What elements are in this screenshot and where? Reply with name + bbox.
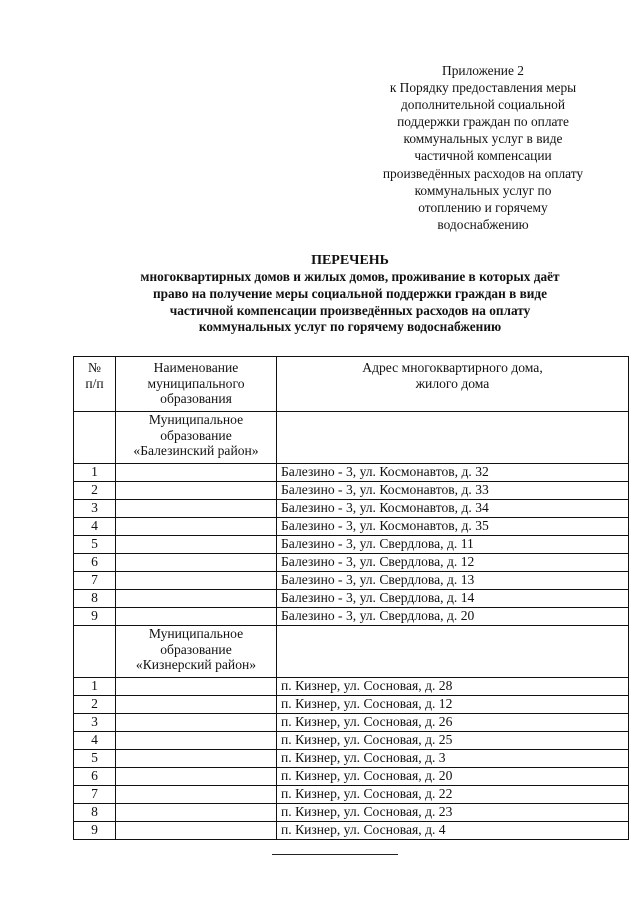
table-header-row <box>74 357 629 412</box>
row-address: Балезино - 3, ул. Свердлова, д. 13 <box>277 572 629 590</box>
row-address: Балезино - 3, ул. Космонавтов, д. 33 <box>277 482 629 500</box>
row-address: Балезино - 3, ул. Свердлова, д. 14 <box>277 590 629 608</box>
group-num-cell <box>74 412 116 464</box>
row-address: Балезино - 3, ул. Свердлова, д. 11 <box>277 536 629 554</box>
row-number: 8 <box>74 590 116 608</box>
table-row <box>74 732 629 750</box>
table-row <box>74 750 629 768</box>
row-municipality-cell <box>116 804 277 822</box>
footer-divider <box>272 854 398 855</box>
row-municipality-cell <box>116 482 277 500</box>
row-number: 2 <box>74 696 116 714</box>
row-municipality-cell <box>116 786 277 804</box>
subtitle-line: право на получение меры социальной поддержки граждан в виде <box>152 285 548 301</box>
row-address: п. Кизнер, ул. Сосновая, д. 22 <box>277 786 629 804</box>
row-address: Балезино - 3, ул. Свердлова, д. 12 <box>277 554 629 572</box>
row-municipality-cell <box>116 822 277 840</box>
table-row <box>74 608 629 626</box>
appendix-line: поддержки граждан по оплате <box>397 114 569 130</box>
row-municipality-cell <box>116 536 277 554</box>
row-municipality-cell <box>116 590 277 608</box>
header-municipality: Наименование муниципального образования <box>116 357 277 412</box>
row-number: 7 <box>74 786 116 804</box>
appendix-line: частичной компенсации <box>414 148 552 164</box>
table-row <box>74 518 629 536</box>
appendix-line: произведённых расходов на оплату <box>382 165 584 181</box>
row-municipality-cell <box>116 464 277 482</box>
row-address: п. Кизнер, ул. Сосновая, д. 4 <box>277 822 629 840</box>
table-row <box>74 482 629 500</box>
row-number: 2 <box>74 482 116 500</box>
row-address: п. Кизнер, ул. Сосновая, д. 12 <box>277 696 629 714</box>
table-row <box>74 536 629 554</box>
row-number: 9 <box>74 822 116 840</box>
table-row <box>74 714 629 732</box>
header-num: № п/п <box>74 357 116 412</box>
table-row <box>74 500 629 518</box>
document-heading <box>60 252 640 336</box>
row-number: 6 <box>74 768 116 786</box>
row-number: 9 <box>74 608 116 626</box>
group-row <box>74 412 629 464</box>
appendix-line: дополнительной социальной <box>400 97 565 113</box>
document-subtitle <box>60 269 640 336</box>
appendix-line: отоплению и горячему <box>418 199 548 215</box>
row-municipality-cell <box>116 750 277 768</box>
appendix-line: водоснабжению <box>437 216 529 232</box>
row-municipality-cell <box>116 714 277 732</box>
row-address: п. Кизнер, ул. Сосновая, д. 23 <box>277 804 629 822</box>
row-number: 4 <box>74 732 116 750</box>
row-number: 1 <box>74 464 116 482</box>
row-address: п. Кизнер, ул. Сосновая, д. 26 <box>277 714 629 732</box>
document-title: ПЕРЕЧЕНЬ <box>311 253 389 268</box>
row-number: 3 <box>74 500 116 518</box>
table-body <box>74 412 629 840</box>
row-number: 3 <box>74 714 116 732</box>
appendix-line: к Порядку предоставления меры <box>389 80 577 96</box>
row-municipality-cell <box>116 608 277 626</box>
row-municipality-cell <box>116 678 277 696</box>
row-municipality-cell <box>116 768 277 786</box>
appendix-line: коммунальных услуг в виде <box>403 131 563 147</box>
row-address: Балезино - 3, ул. Космонавтов, д. 34 <box>277 500 629 518</box>
table-row <box>74 678 629 696</box>
table-row <box>74 786 629 804</box>
row-municipality-cell <box>116 696 277 714</box>
table-row <box>74 572 629 590</box>
row-number: 6 <box>74 554 116 572</box>
row-address: п. Кизнер, ул. Сосновая, д. 20 <box>277 768 629 786</box>
municipality-name: Муниципальное образование «Балезинский район» <box>116 412 277 464</box>
row-address: Балезино - 3, ул. Космонавтов, д. 32 <box>277 464 629 482</box>
appendix-line: Приложение 2 <box>442 63 524 78</box>
row-number: 5 <box>74 536 116 554</box>
row-address: Балезино - 3, ул. Свердлова, д. 20 <box>277 608 629 626</box>
row-number: 1 <box>74 678 116 696</box>
appendix-note <box>355 62 611 233</box>
row-number: 5 <box>74 750 116 768</box>
row-number: 4 <box>74 518 116 536</box>
table-row <box>74 768 629 786</box>
municipality-name: Муниципальное образование «Кизнерский район» <box>116 626 277 678</box>
row-municipality-cell <box>116 554 277 572</box>
subtitle-line: многоквартирных домов и жилых домов, проживание в которых даёт <box>140 269 560 284</box>
row-number: 8 <box>74 804 116 822</box>
group-address-cell <box>277 626 629 678</box>
table-row <box>74 590 629 608</box>
row-number: 7 <box>74 572 116 590</box>
row-address: п. Кизнер, ул. Сосновая, д. 3 <box>277 750 629 768</box>
group-address-cell <box>277 412 629 464</box>
table-row <box>74 464 629 482</box>
row-address: Балезино - 3, ул. Космонавтов, д. 35 <box>277 518 629 536</box>
row-municipality-cell <box>116 518 277 536</box>
row-municipality-cell <box>116 572 277 590</box>
group-row <box>74 626 629 678</box>
subtitle-line: коммунальных услуг по горячему водоснабжению <box>198 319 502 335</box>
table-row <box>74 696 629 714</box>
row-address: п. Кизнер, ул. Сосновая, д. 28 <box>277 678 629 696</box>
row-municipality-cell <box>116 732 277 750</box>
table-row <box>74 554 629 572</box>
table-row <box>74 822 629 840</box>
row-address: п. Кизнер, ул. Сосновая, д. 25 <box>277 732 629 750</box>
group-num-cell <box>74 626 116 678</box>
subtitle-line: частичной компенсации произведённых расходов на оплату <box>169 302 531 318</box>
appendix-line: коммунальных услуг по <box>414 182 552 198</box>
header-address: Адрес многоквартирного дома, жилого дома <box>277 357 629 412</box>
table-row <box>74 804 629 822</box>
houses-table <box>73 356 629 840</box>
row-municipality-cell <box>116 500 277 518</box>
